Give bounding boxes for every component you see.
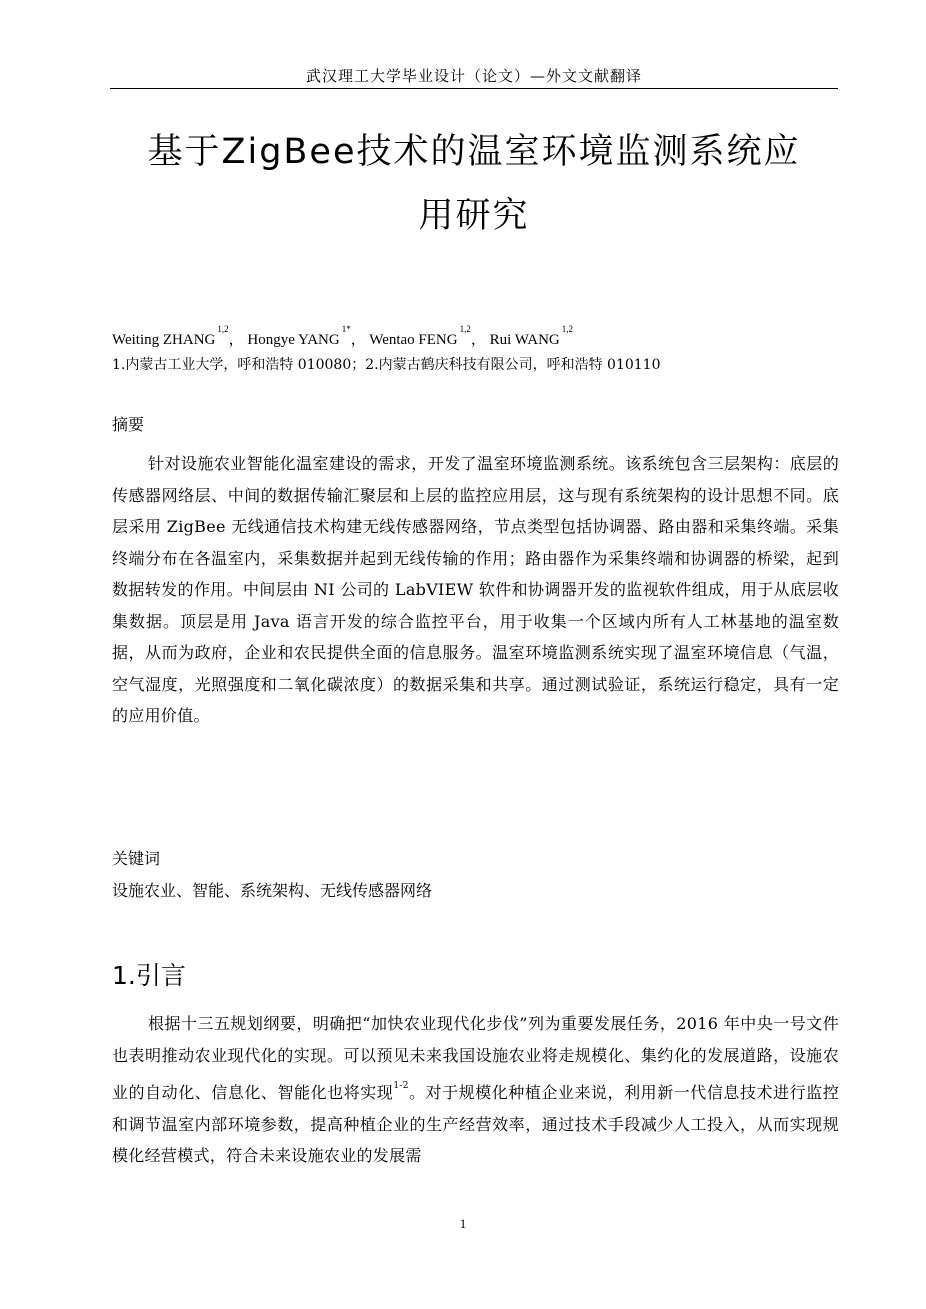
section-body — [112, 1008, 839, 1172]
abstract-body: 针对设施农业智能化温室建设的需求，开发了温室环境监测系统。该系统包含三层架构：底层的传感器网络层、中间的数据传输汇聚层和上层的监控应用层，这与现有系统架构的设计思想不同。底层采用 ZigBee 无线通信技术构建无线传感器网络，节点类型包括协调器、路由器和采集终端。采集终端分布在各温室内，采集数据并起到无线传输的作用；路由器作为采集终端和协调器的桥梁，起到数据转发的作用。中间层由 NI 公司的 LabVIEW 软件和协调器开发的监视软件组成，用于从底层收集数据。顶层是用 Java 语言开发的综合监控平台，用于收集一个区域内所有人工林基地的温室数据，从而为政府，企业和农民提供全面的信息服务。温室环境监测系统实现了温室环境信息（气温，空气湿度，光照强度和二氧化碳浓度）的数据采集和共享。通过测试验证，系统运行稳定，具有一定的应用价值。 — [112, 454, 839, 725]
author-separator: ， — [470, 332, 486, 348]
author-affiliation-mark: 1,2 — [217, 324, 229, 334]
affiliation-line: 1.内蒙古工业大学，呼和浩特 010080；2.内蒙古鹤庆科技有限公司，呼和浩特 010110 — [112, 357, 661, 373]
keywords-heading: 关键词 — [112, 849, 161, 868]
author-name: Hongye YANG — [247, 332, 340, 348]
keywords-text: 设施农业、智能、系统架构、无线传感器网络 — [112, 881, 433, 900]
paper-title — [110, 120, 838, 248]
citation-mark: 1-2 — [393, 1081, 409, 1091]
page-number: 1 — [459, 1216, 467, 1231]
header-rule — [110, 88, 838, 89]
title-line-2: 用研究 — [418, 196, 530, 236]
author-separator: ， — [228, 332, 244, 348]
author-name: Weiting ZHANG — [112, 332, 216, 348]
section-body-text: 根据十三五规划纲要，明确把“加快农业现代化步伐”列为重要发展任务，2016 年中央一号文件也表明推动农业现代化的实现。可以预见未来我国设施农业将走规模化、集约化的发展道路，设施农业的自动化、信息化、智能化也将实现 — [112, 1014, 839, 1102]
author-affiliation-mark: 1,2 — [561, 324, 574, 334]
author-list — [112, 318, 573, 351]
author-affiliation-mark: 1,2 — [459, 324, 471, 334]
author-name: Rui WANG — [489, 332, 560, 348]
author-name: Wentao FENG — [369, 332, 458, 348]
section-title: 1.引言 — [112, 961, 186, 990]
author-affiliation-mark: 1* — [341, 324, 351, 334]
running-header: 武汉理工大学毕业设计（论文）—外文文献翻译 — [305, 67, 642, 85]
abstract-heading: 摘要 — [112, 415, 145, 434]
section-body-text-continued: 。对于规模化种植企业来说，利用新一代信息技术进行监控和调节温室内部环境参数，提高种植企业的生产经营效率，通过技术手段减少人工投入，从而实现规模化经营模式，符合未来设施农业的发展需 — [112, 1083, 839, 1165]
title-line-1: 基于ZigBee技术的温室环境监测系统应 — [147, 132, 801, 172]
author-separator: ， — [350, 332, 366, 348]
